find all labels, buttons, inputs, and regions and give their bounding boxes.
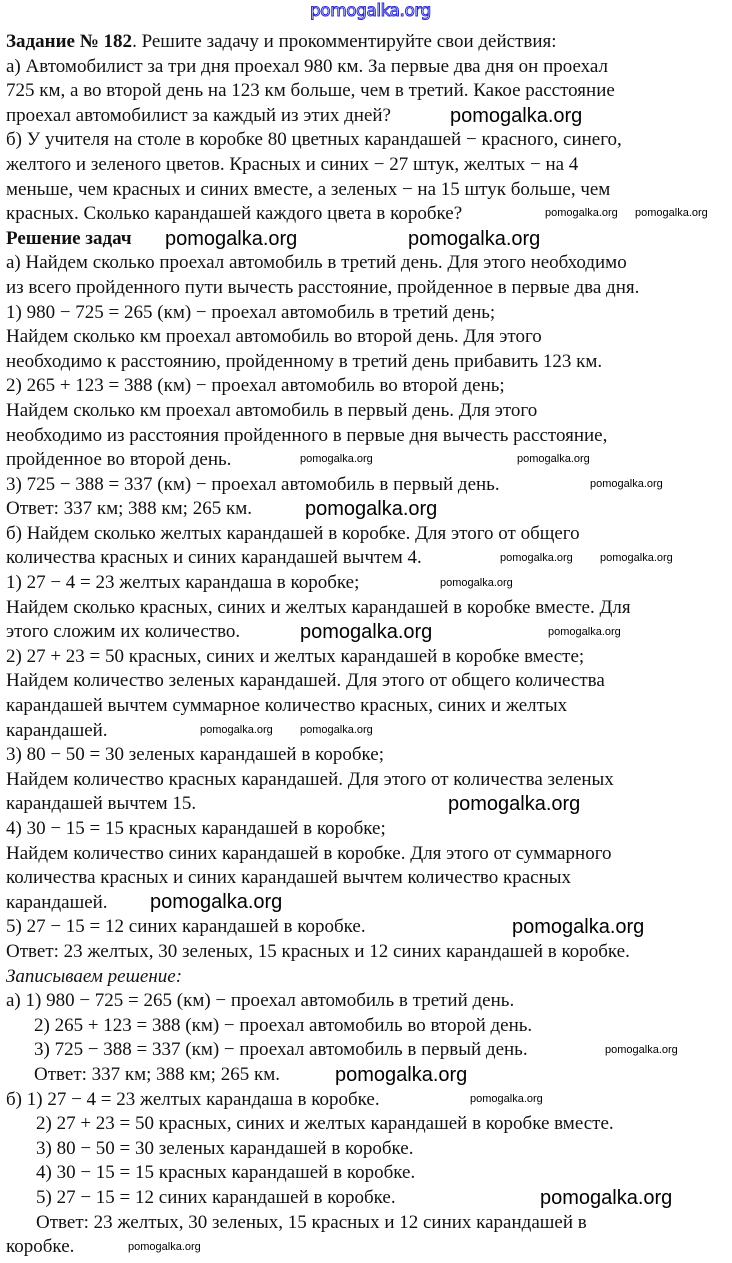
line-text: красных. Сколько карандашей каждого цвета в коробке?	[6, 203, 463, 225]
line-text: пройденное во второй день.	[6, 449, 232, 471]
line-text: Ответ: 23 желтых, 30 зеленых, 15 красных и 12 синих карандашей в	[36, 1211, 587, 1233]
line-text: желтого и зеленого цветов. Красных и синих − 27 штук, желтых − на 4	[6, 153, 579, 175]
line-text: меньше, чем красных и синих вместе, а зеленых − на 15 штук больше, чем	[6, 178, 611, 200]
text-line	[6, 153, 639, 178]
text-line	[6, 1161, 639, 1186]
watermark: pomogalka.org	[517, 453, 590, 465]
line-text: Ответ: 23 желтых, 30 зеленых, 15 красных и 12 синих карандашей в коробке.	[6, 940, 630, 962]
line-text: необходимо к расстоянию, пройденному в третий день прибавить 123 км.	[6, 350, 603, 372]
watermark: pomogalka.org	[470, 1093, 543, 1105]
text-line	[6, 30, 639, 55]
line-text: проехал автомобилист за каждый из этих дней?	[6, 104, 391, 126]
watermark: pomogalka.org	[408, 228, 541, 250]
line-text: Найдем сколько красных, синих и желтых карандашей в коробке вместе. Для	[6, 596, 631, 618]
watermark: pomogalka.org	[305, 498, 438, 520]
text-line	[6, 842, 639, 867]
line-text: Найдем количество синих карандашей в коробке. Для этого от суммарного	[6, 842, 612, 864]
watermark: pomogalka.org	[590, 478, 663, 490]
text-line	[6, 276, 639, 301]
watermark: pomogalka.org	[165, 228, 298, 250]
text-line	[6, 128, 639, 153]
line-text: б) 1) 27 − 4 = 23 желтых карандаша в коробке.	[6, 1088, 380, 1110]
watermark: pomogalka.org	[150, 891, 283, 913]
watermark: pomogalka.org	[548, 626, 621, 638]
line-text: а) 1) 980 − 725 = 265 (км) − проехал автомобиль в третий день.	[6, 990, 515, 1012]
text-line	[6, 325, 639, 350]
line-text: Ответ: 337 км; 388 км; 265 км.	[34, 1063, 280, 1085]
text-line	[6, 473, 639, 498]
text-line	[6, 1112, 639, 1137]
line-text: карандашей.	[6, 891, 108, 913]
text-line	[6, 866, 639, 891]
line-text: 2) 27 + 23 = 50 красных, синих и желтых карандашей в коробке вместе;	[6, 645, 585, 667]
watermark: pomogalka.org	[200, 724, 273, 736]
text-line	[6, 178, 639, 203]
bold-heading: Решение задач	[6, 227, 132, 249]
watermark: pomogalka.org	[600, 552, 673, 564]
line-text: 4) 30 − 15 = 15 красных карандашей в коробке;	[6, 818, 386, 839]
watermark: pomogalka.org	[128, 1241, 201, 1253]
watermark: pomogalka.org	[300, 453, 373, 465]
watermark: pomogalka.org	[300, 621, 433, 643]
text-line	[6, 989, 639, 1014]
text-line	[6, 1038, 639, 1063]
line-text: 3) 725 − 388 = 337 (км) − проехал автомобиль в первый день.	[34, 1039, 528, 1061]
line-text: б) У учителя на столе в коробке 80 цветных карандашей − красного, синего,	[6, 129, 622, 151]
line-text: 1) 980 − 725 = 265 (км) − проехал автомобиль в третий день;	[6, 301, 496, 323]
line-text: 2) 265 + 123 = 388 (км) − проехал автомобиль во второй день.	[34, 1014, 533, 1036]
text-line	[6, 522, 639, 547]
line-text: 5) 27 − 15 = 12 синих карандашей в коробке.	[36, 1186, 396, 1208]
line-text: Найдем сколько км проехал автомобиль в первый день. Для этого	[6, 399, 538, 421]
watermark-header: pomogalka.org	[310, 1, 431, 21]
text-line	[6, 743, 639, 768]
line-text: количества красных и синих карандашей вычтем 4.	[6, 547, 422, 569]
text-line	[6, 55, 639, 80]
line-text: . Решите задачу и прокомментируйте свои действия:	[132, 31, 557, 52]
text-line	[6, 227, 639, 252]
line-text: необходимо из расстояния пройденного в первые дня вычесть расстояние,	[6, 424, 608, 446]
text-line	[6, 301, 639, 326]
text-line	[6, 571, 639, 596]
line-text: 3) 80 − 50 = 30 зеленых карандашей в коробке;	[6, 744, 384, 766]
watermark: pomogalka.org	[512, 916, 645, 938]
text-line	[6, 1137, 639, 1162]
line-text: а) Найдем сколько проехал автомобиль в третий день. Для этого необходимо	[6, 252, 627, 274]
text-line	[6, 350, 639, 375]
line-text: коробке.	[6, 1236, 75, 1258]
text-line	[6, 251, 639, 276]
text-line	[6, 1235, 639, 1260]
text-line	[6, 596, 639, 621]
line-text: Ответ: 337 км; 388 км; 265 км.	[6, 498, 252, 520]
line-text: Найдем количество зеленых карандашей. Для этого от общего количества	[6, 670, 605, 692]
watermark: pomogalka.org	[540, 1187, 673, 1209]
watermark: pomogalka.org	[448, 793, 581, 815]
watermark: pomogalka.org	[440, 577, 513, 589]
watermark: pomogalka.org	[450, 105, 583, 127]
bold-heading: Задание № 182	[6, 31, 133, 52]
text-line	[6, 399, 639, 424]
line-text: 2) 265 + 123 = 388 (км) − проехал автомобиль во второй день;	[6, 375, 505, 397]
text-line	[6, 768, 639, 793]
line-text: карандашей вычтем 15.	[6, 793, 197, 815]
text-line	[6, 1063, 639, 1088]
text-line	[6, 965, 639, 990]
text-line	[6, 374, 639, 399]
line-text: Найдем сколько км проехал автомобиль во второй день. Для этого	[6, 326, 542, 348]
line-text: Найдем количество красных карандашей. Для этого от количества зеленых	[6, 768, 614, 790]
watermark: pomogalka.org	[635, 207, 708, 219]
watermark: pomogalka.org	[500, 552, 573, 564]
line-text: а) Автомобилист за три дня проехал 980 км. За первые два дня он проехал	[6, 55, 608, 77]
line-text: б) Найдем сколько желтых карандашей в коробке. Для этого от общего	[6, 522, 580, 544]
text-line	[6, 891, 639, 916]
text-line	[6, 79, 639, 104]
text-line	[6, 694, 639, 719]
line-text: 3) 725 − 388 = 337 (км) − проехал автомобиль в первый день.	[6, 473, 500, 495]
line-text: карандашей.	[6, 719, 108, 741]
line-text: этого сложим их количество.	[6, 621, 241, 643]
line-text: 725 км, а во второй день на 123 км больше, чем в третий. Какое расстояние	[6, 80, 615, 102]
text-line	[6, 1014, 639, 1039]
line-text: карандашей вычтем суммарное количество красных, синих и желтых	[6, 695, 568, 717]
line-text: 4) 30 − 15 = 15 красных карандашей в коробке.	[36, 1162, 416, 1184]
text-line	[6, 424, 639, 449]
watermark: pomogalka.org	[605, 1044, 678, 1056]
watermark: pomogalka.org	[545, 207, 618, 219]
line-text: 1) 27 − 4 = 23 желтых карандаша в коробке;	[6, 572, 360, 594]
line-text: 5) 27 − 15 = 12 синих карандашей в коробке.	[6, 916, 366, 938]
line-text: из всего пройденного пути вычесть расстояние, пройденное в первые два дня.	[6, 276, 640, 298]
text-line	[6, 645, 639, 670]
line-text: Записываем решение:	[6, 965, 183, 987]
text-line	[6, 669, 639, 694]
line-text: количества красных и синих карандашей вычтем количество красных	[6, 867, 571, 889]
text-line	[6, 940, 639, 965]
text-line	[6, 1211, 639, 1236]
line-text: 3) 80 − 50 = 30 зеленых карандашей в коробке.	[36, 1137, 414, 1159]
watermark: pomogalka.org	[335, 1064, 468, 1086]
watermark: pomogalka.org	[300, 724, 373, 736]
text-line	[6, 1088, 639, 1113]
text-line	[6, 817, 639, 842]
line-text: 2) 27 + 23 = 50 красных, синих и желтых карандашей в коробке вместе.	[36, 1113, 614, 1135]
